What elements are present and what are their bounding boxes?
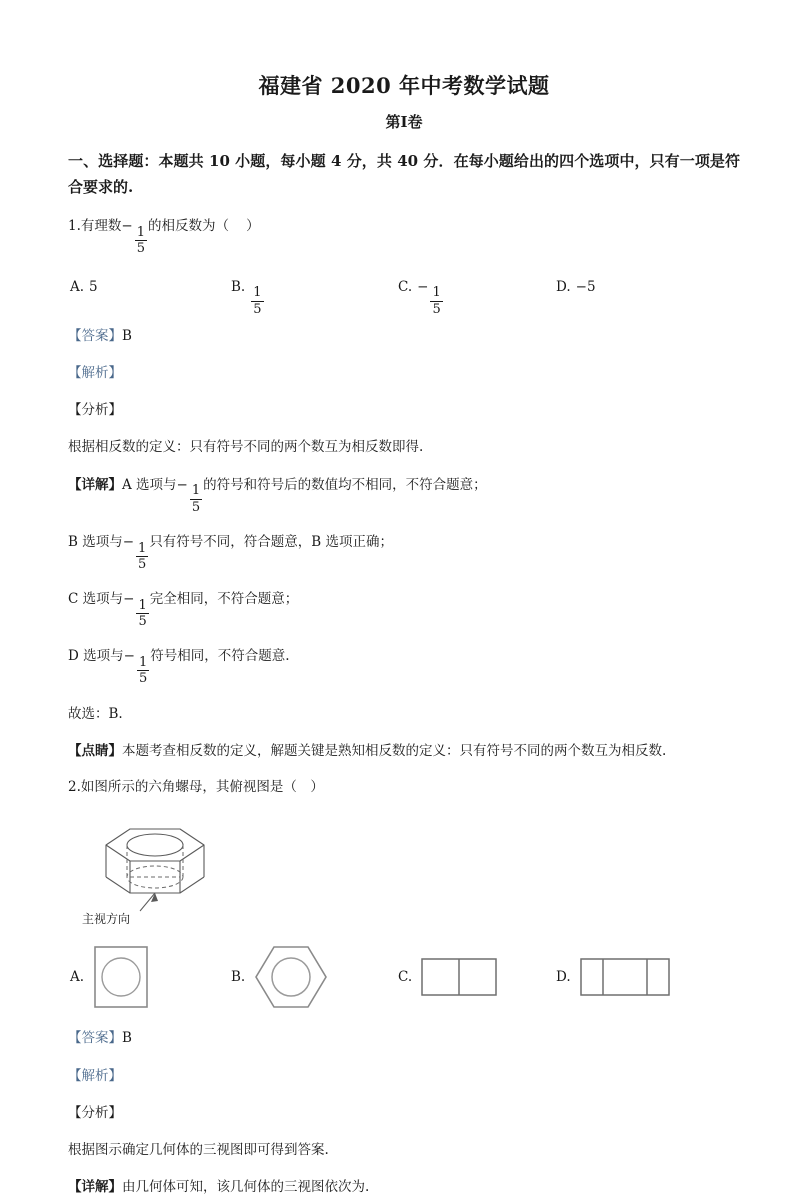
fraction-denominator: 5 bbox=[138, 614, 147, 630]
square-with-circle-icon bbox=[92, 944, 150, 1010]
question-2-option-a[interactable] bbox=[70, 941, 150, 1013]
question-2-stem-text: 如图所示的六角螺母，其俯视图是（ ） bbox=[80, 779, 324, 796]
paper-part-subtitle: 第Ⅰ卷 bbox=[385, 113, 423, 132]
fraction-numerator: 1 bbox=[432, 285, 441, 301]
question-1-detail-line-4 bbox=[68, 646, 740, 686]
fraction-numerator: 1 bbox=[138, 597, 147, 613]
front-view-direction-label: 主视方向 bbox=[82, 912, 131, 927]
detail-4-suffix: 符号相同，不符合题意. bbox=[150, 648, 290, 665]
fraction-numerator: 1 bbox=[138, 540, 147, 556]
xiangjie-tag: 【详解】 bbox=[68, 476, 122, 493]
question-1-fraction bbox=[135, 226, 147, 256]
question-1-stem-before: 有理数 bbox=[80, 218, 122, 235]
question-2-answer-line bbox=[68, 1028, 740, 1048]
option-a-label: A. bbox=[70, 969, 85, 986]
question-2-number: 2. bbox=[68, 779, 81, 796]
question-1-detail-line-1 bbox=[68, 475, 740, 515]
answer-value: B bbox=[122, 327, 132, 344]
detail-1-prefix: A 选项与 bbox=[122, 476, 177, 493]
question-1-analysis-tag bbox=[68, 363, 740, 383]
analysis-tag: 【解析】 bbox=[68, 364, 122, 381]
fenxi-tag: 【分析】 bbox=[68, 1104, 122, 1121]
question-1-detail-line-3 bbox=[68, 589, 740, 629]
question-1-options bbox=[68, 267, 740, 317]
fraction-denominator: 5 bbox=[432, 301, 441, 317]
detail-1-sign: − bbox=[176, 476, 188, 493]
question-2-option-d[interactable] bbox=[556, 941, 671, 1013]
question-1-dianjing-line bbox=[68, 741, 740, 761]
question-2-option-b[interactable] bbox=[231, 941, 329, 1013]
question-1-option-a[interactable] bbox=[70, 279, 98, 295]
question-1-stem-after: 的相反数为（ bbox=[147, 218, 229, 235]
detail-2-fraction bbox=[136, 542, 148, 572]
detail-2-prefix: B 选项与 bbox=[68, 533, 123, 550]
question-1-option-b[interactable] bbox=[231, 279, 265, 317]
option-c-sign: − bbox=[417, 278, 429, 295]
detail-2-suffix: 只有符号不同，符合题意，B 选项正确； bbox=[149, 533, 394, 550]
rectangle-two-cells-icon bbox=[420, 944, 498, 1010]
fraction-numerator: 1 bbox=[138, 655, 148, 671]
page-content bbox=[68, 0, 740, 1198]
question-1-option-c[interactable] bbox=[398, 279, 444, 317]
question-1-option-d[interactable] bbox=[556, 279, 596, 295]
question-2-analysis-tag bbox=[68, 1066, 740, 1086]
detail-4-sign: − bbox=[123, 648, 135, 665]
fraction-numerator: 1 bbox=[253, 285, 262, 301]
detail-3-sign: − bbox=[123, 591, 135, 608]
fraction-numerator: 1 bbox=[136, 225, 145, 241]
option-c-label: C. bbox=[398, 969, 413, 986]
answer-tag: 【答案】 bbox=[68, 327, 122, 344]
detail-3-prefix: C 选项与 bbox=[68, 591, 124, 608]
question-2-fenxi-tag bbox=[68, 1103, 740, 1123]
question-2-stem bbox=[68, 777, 740, 797]
rectangle-three-cells-icon bbox=[579, 944, 671, 1010]
fraction-numerator: 1 bbox=[191, 483, 201, 499]
option-d-label: D. bbox=[556, 969, 571, 986]
detail-1-suffix: 的符号和符号后的数值均不相同，不符合题意； bbox=[203, 476, 487, 493]
question-1-stem bbox=[68, 216, 740, 256]
answer-value: B bbox=[122, 1030, 132, 1047]
option-b-label: B. bbox=[231, 278, 246, 295]
detail-3-suffix: 完全相同，不符合题意； bbox=[149, 591, 299, 608]
question-1-conclusion: 故选：B. bbox=[68, 705, 123, 722]
option-b-label: B. bbox=[231, 969, 246, 986]
fraction-denominator: 5 bbox=[136, 241, 145, 257]
question-1-detail-line-2 bbox=[68, 532, 740, 572]
hexagon-with-circle-icon bbox=[253, 944, 329, 1010]
fraction-denominator: 5 bbox=[253, 301, 262, 317]
question-1-fenxi-tag bbox=[68, 400, 740, 420]
question-1-stem-close: ） bbox=[246, 218, 260, 235]
detail-2-sign: − bbox=[122, 533, 135, 550]
fraction-denominator: 5 bbox=[191, 499, 201, 515]
option-d-label: D. bbox=[556, 278, 571, 295]
detail-4-fraction bbox=[137, 656, 149, 686]
detail-4-prefix: D 选项与 bbox=[68, 648, 124, 665]
hex-nut-3d-figure bbox=[76, 811, 246, 931]
question-2-xiangjie-line bbox=[68, 1177, 740, 1197]
dianjing-tag: 【点睛】 bbox=[68, 742, 122, 759]
detail-3-fraction bbox=[136, 599, 148, 629]
question-1-answer-line bbox=[68, 326, 740, 346]
question-1-minus-sign: − bbox=[121, 218, 133, 235]
question-2-option-c[interactable] bbox=[398, 941, 498, 1013]
fraction-denominator: 5 bbox=[138, 671, 148, 687]
section-instruction: 一、选择题：本题共 10 小题，每小题 4 分，共 40 分．在每小题给出的四个选项中，只有一项是符合要求的. bbox=[68, 151, 740, 196]
front-view-arrow-head bbox=[151, 893, 158, 902]
question-2-fenxi-text: 根据图示确定几何体的三视图即可得到答案. bbox=[68, 1142, 329, 1159]
fenxi-tag: 【分析】 bbox=[68, 402, 122, 419]
xiangjie-tag: 【详解】 bbox=[68, 1179, 122, 1196]
answer-tag: 【答案】 bbox=[68, 1030, 122, 1047]
question-1-number: 1. bbox=[68, 218, 81, 235]
page-title: 福建省 2020 年中考数学试题 bbox=[258, 73, 550, 98]
detail-1-fraction bbox=[190, 484, 202, 514]
question-2-options bbox=[68, 941, 740, 1013]
xiangjie-text: 由几何体可知，该几何体的三视图依次为. bbox=[122, 1179, 370, 1196]
option-a-label: A. bbox=[70, 278, 85, 295]
option-a-value: 5 bbox=[89, 278, 98, 295]
front-view-arrow-line bbox=[140, 893, 155, 911]
question-1-fenxi-text: 根据相反数的定义：只有符号不同的两个数互为相反数即得. bbox=[68, 439, 424, 456]
dianjing-text: 本题考查相反数的定义，解题关键是熟知相反数的定义：只有符号不同的两个数互为相反数. bbox=[122, 742, 667, 759]
analysis-tag: 【解析】 bbox=[68, 1067, 122, 1084]
fraction-denominator: 5 bbox=[138, 556, 147, 572]
option-b-fraction bbox=[251, 286, 263, 316]
option-c-fraction bbox=[430, 286, 442, 316]
option-d-value: −5 bbox=[575, 278, 596, 295]
option-c-label: C. bbox=[398, 278, 413, 295]
